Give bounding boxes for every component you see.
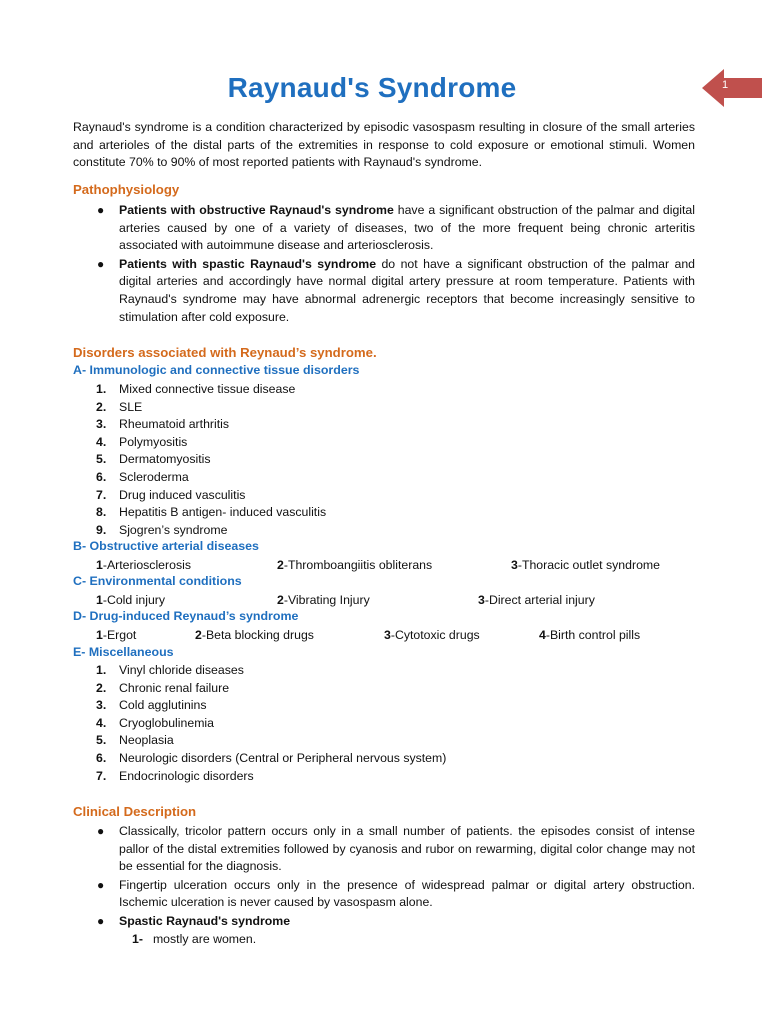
page-number: 1: [722, 79, 729, 91]
clinical-list: [73, 823, 695, 931]
list-item: [73, 256, 695, 326]
bullet-bold: Patients with obstructive Raynaud's syndrome: [119, 203, 394, 217]
list-item: 7. Endocrinologic disorders: [96, 768, 254, 783]
list-item: 3. Cold agglutinins: [96, 698, 207, 713]
inline-item: 3-Cytotoxic drugs: [384, 628, 480, 642]
section-c-heading: C- Environmental conditions: [73, 574, 242, 588]
list-item: [73, 877, 695, 912]
section-a-list: [73, 381, 326, 539]
list-item: 2. SLE: [96, 399, 143, 414]
bullet-text: have a significant obstruction of the palmar and digital arteries caused by one of a variety of diseases, two of the more frequent being chronic arteritis associated with autoimmune disease and arteriosclerosis.: [119, 203, 696, 253]
list-item: 6. Neurologic disorders (Central or Peripheral nervous system): [96, 750, 447, 765]
bullet-bold: Patients with spastic Raynaud's syndrome: [119, 256, 377, 271]
bullet-dot-icon: ●: [97, 877, 105, 892]
pathophysiology-list: [73, 202, 695, 326]
list-item: [73, 913, 695, 931]
bullet-dot-icon: ●: [97, 824, 105, 838]
list-item: 4. Polymyositis: [96, 434, 188, 449]
pathophysiology-heading: Pathophysiology: [73, 182, 180, 197]
section-b-heading: B- Obstructive arterial diseases: [73, 539, 259, 553]
list-item: 5. Dermatomyositis: [96, 452, 211, 467]
list-item: [73, 823, 695, 876]
list-item: 7. Drug induced vasculitis: [96, 487, 246, 502]
section-d-heading: D- Drug-induced Reynaud’s syndrome: [73, 609, 299, 623]
bullet-bold: Spastic Raynaud's syndrome: [119, 913, 291, 928]
list-item: 8. Hepatitis B antigen- induced vasculitis: [96, 505, 327, 520]
subitem-number: 1-: [132, 932, 143, 946]
inline-item: 1-Cold injury: [96, 593, 166, 607]
list-item: 6. Scleroderma: [96, 469, 189, 484]
inline-item: 3-Thoracic outlet syndrome: [511, 558, 660, 572]
inline-item: 2-Thromboangiitis obliterans: [277, 558, 433, 572]
inline-item: 2-Vibrating Injury: [277, 593, 370, 607]
bullet-dot-icon: ●: [97, 203, 105, 217]
section-d-row: [73, 627, 695, 645]
inline-item: 1-Arteriosclerosis: [96, 558, 191, 572]
section-e-list: [73, 662, 446, 785]
list-item: 4. Cryoglobulinemia: [96, 715, 215, 730]
inline-item: 1-Ergot: [96, 628, 137, 642]
section-e-heading: E- Miscellaneous: [73, 645, 174, 659]
bullet-text: Fingertip ulceration occurs only in the presence of widespread palmar or digital artery obstruction. Ischemic ulceration is never caused by vasospasm alone.: [119, 877, 695, 910]
page-number-badge: [702, 69, 762, 107]
section-b-row: [73, 557, 695, 575]
list-item: [73, 202, 695, 255]
list-item: 2. Chronic renal failure: [96, 680, 230, 695]
bullet-text: do not have a significant obstruction of the palmar and digital arteries and accordingly have normal digital artery pressure at room temperature. Patients with Raynaud's syndrome may have abnormal adrenergic receptors that become increasingly sensitive to stimulation after cold exposure.: [119, 256, 695, 324]
left-arrow-badge-icon: [702, 69, 762, 107]
list-item: 9. Sjogren’s syndrome: [96, 522, 228, 537]
inline-item: 2-Beta blocking drugs: [195, 628, 314, 642]
bullet-dot-icon: ●: [97, 913, 105, 928]
list-item: 3. Rheumatoid arthritis: [96, 417, 230, 432]
subitem-text: mostly are women.: [152, 932, 257, 946]
list-item: 1. Mixed connective tissue disease: [96, 382, 296, 396]
list-item: 1. Vinyl chloride diseases: [96, 663, 244, 677]
intro-paragraph: Raynaud's syndrome is a condition characterized by episodic vasospasm resulting in closure of the small arteries and arterioles of the distal parts of the extremities in response to cold exposure or emotional stimuli. Women constitute 70% to 90% of most reported patients with Raynaud's syndrome.: [73, 120, 695, 170]
clinical-subitem: [132, 931, 256, 949]
section-a-heading: A- Immunologic and connective tissue disorders: [73, 363, 360, 377]
bullet-text: Classically, tricolor pattern occurs only in a small number of patients. the episodes consist of intense pallor of the distal extremities followed by cyanosis and rubor on rewarming, digital color change may not be essential for the diagnosis.: [119, 824, 695, 874]
page-title: Raynaud's Syndrome: [227, 72, 517, 103]
inline-item: 4-Birth control pills: [539, 628, 641, 642]
section-c-row: [73, 592, 695, 610]
inline-item: 3-Direct arterial injury: [478, 593, 595, 607]
disorders-heading: Disorders associated with Reynaud’s syndrome.: [73, 345, 377, 360]
clinical-heading: Clinical Description: [73, 804, 197, 819]
bullet-dot-icon: ●: [97, 256, 105, 271]
list-item: 5. Neoplasia: [96, 733, 174, 748]
